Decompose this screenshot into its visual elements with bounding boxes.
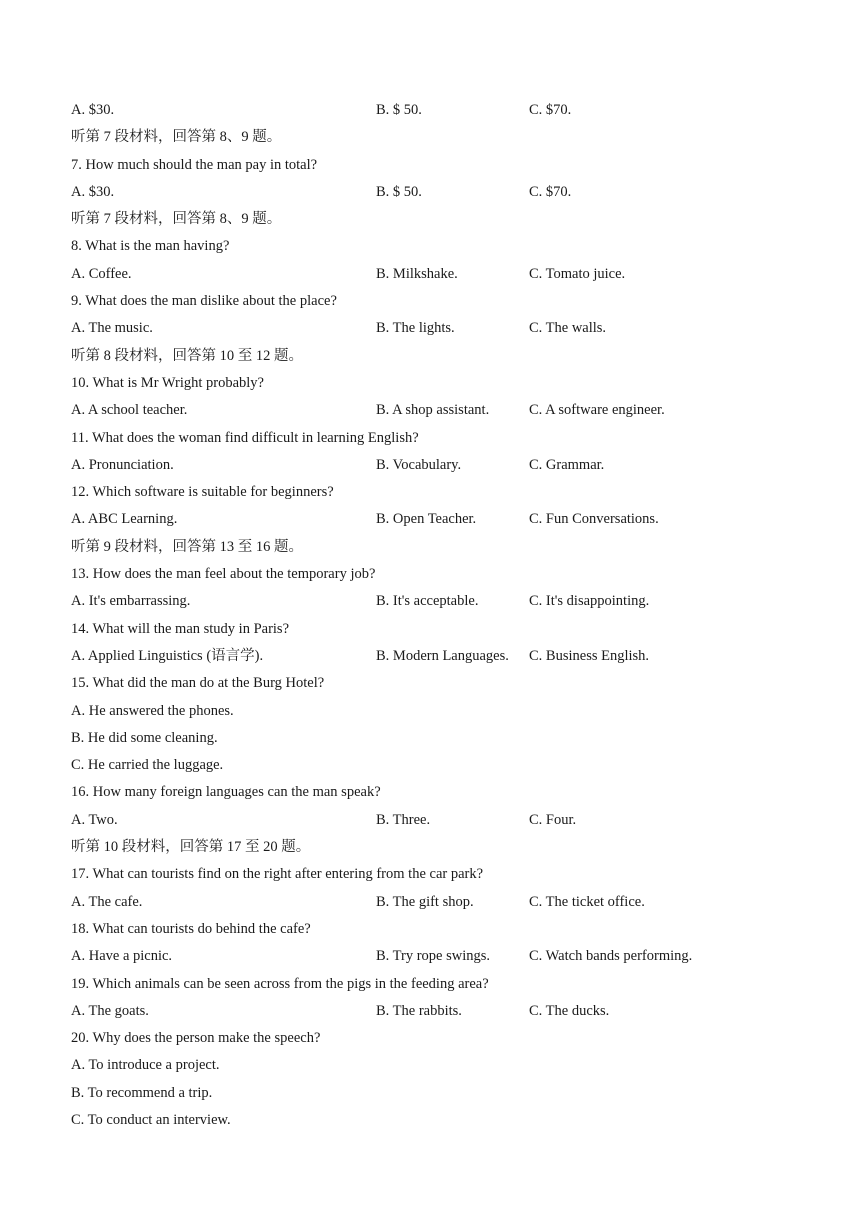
section-instruction: 听第 7 段材料，回答第 8、9 题。 xyxy=(71,211,282,228)
option-b: B. Vocabulary. xyxy=(376,456,462,473)
exam-page xyxy=(71,97,831,1134)
option-b: B. The gift shop. xyxy=(376,893,474,910)
option-a: A. It's embarrassing. xyxy=(71,593,191,610)
option-a: A. $30. xyxy=(71,102,115,118)
question-text: 9. What does the man dislike about the place? xyxy=(71,293,337,310)
option-b: B. The rabbits. xyxy=(376,1002,462,1019)
answer-option: B. To recommend a trip. xyxy=(71,1084,213,1101)
option-a: A. Two. xyxy=(71,811,118,828)
section-instruction: 听第 7 段材料，回答第 8、9 题。 xyxy=(71,129,282,146)
option-c: C. Four. xyxy=(529,811,577,828)
answer-options-row xyxy=(71,315,831,342)
option-c: C. Business English. xyxy=(529,647,650,664)
option-a: A. $30. xyxy=(71,183,115,200)
answer-option: A. To introduce a project. xyxy=(71,1057,220,1074)
answer-options-row xyxy=(71,452,831,479)
question-text: 11. What does the woman find difficult in learning English? xyxy=(71,429,419,446)
option-b: B. Modern Languages. xyxy=(376,647,509,664)
answer-options-row xyxy=(71,97,831,124)
answer-option: C. He carried the luggage. xyxy=(71,757,224,774)
question-text: 15. What did the man do at the Burg Hotel? xyxy=(71,675,325,692)
option-b: B. A shop assistant. xyxy=(376,402,490,419)
option-c: C. Watch bands performing. xyxy=(529,948,693,965)
question-text: 8. What is the man having? xyxy=(71,238,230,255)
option-b: B. Milkshake. xyxy=(376,265,458,282)
option-c: C. The ticket office. xyxy=(529,893,645,910)
option-c: C. $70. xyxy=(529,183,572,200)
option-c: C. Tomato juice. xyxy=(529,265,626,282)
question-text: 17. What can tourists find on the right after entering from the car park? xyxy=(71,866,484,883)
option-c: C. The walls. xyxy=(529,320,607,337)
option-b: B. It's acceptable. xyxy=(376,593,479,610)
answer-options-row xyxy=(71,943,831,970)
question-text: 7. How much should the man pay in total? xyxy=(71,156,318,173)
option-c: C. Grammar. xyxy=(529,456,605,473)
answer-options-row xyxy=(71,397,831,424)
answer-option: C. To conduct an interview. xyxy=(71,1111,231,1128)
section-instruction: 听第 9 段材料，回答第 13 至 16 题。 xyxy=(71,538,303,555)
answer-options-row xyxy=(71,588,831,615)
option-a: A. ABC Learning. xyxy=(71,511,178,528)
answer-options-row xyxy=(71,643,831,670)
question-text: 13. How does the man feel about the temporary job? xyxy=(71,566,376,583)
section-instruction: 听第 10 段材料，回答第 17 至 20 题。 xyxy=(71,839,311,856)
answer-option: B. He did some cleaning. xyxy=(71,729,218,746)
option-b: B. The lights. xyxy=(376,320,455,337)
option-a: A. Coffee. xyxy=(71,265,132,282)
question-text: 10. What is Mr Wright probably? xyxy=(71,374,264,391)
option-b: B. Try rope swings. xyxy=(376,948,491,965)
question-text: 20. Why does the person make the speech? xyxy=(71,1030,321,1047)
option-b: B. Three. xyxy=(376,811,431,828)
option-a: A. The goats. xyxy=(71,1002,149,1019)
option-b: B. Open Teacher. xyxy=(376,511,477,528)
option-a: A. The music. xyxy=(71,320,153,337)
answer-options-row xyxy=(71,998,831,1025)
answer-options-row xyxy=(71,179,831,206)
question-text: 18. What can tourists do behind the cafe? xyxy=(71,920,311,937)
answer-options-row xyxy=(71,506,831,533)
answer-option: A. He answered the phones. xyxy=(71,702,234,719)
question-text: 14. What will the man study in Paris? xyxy=(71,620,290,637)
section-instruction: 听第 8 段材料，回答第 10 至 12 题。 xyxy=(71,347,303,364)
answer-options-row xyxy=(71,889,831,916)
option-a: A. The cafe. xyxy=(71,893,143,910)
option-c: C. The ducks. xyxy=(529,1002,610,1019)
option-a: A. Pronunciation. xyxy=(71,456,174,473)
question-text: 16. How many foreign languages can the man speak? xyxy=(71,784,381,801)
option-c: C. A software engineer. xyxy=(529,402,665,419)
option-a: A. A school teacher. xyxy=(71,402,188,419)
option-a: A. Applied Linguistics (语言学). xyxy=(71,647,264,664)
option-a: A. Have a picnic. xyxy=(71,948,173,965)
option-c: C. Fun Conversations. xyxy=(529,511,659,528)
option-c: C. It's disappointing. xyxy=(529,593,650,610)
question-text: 19. Which animals can be seen across from the pigs in the feeding area? xyxy=(71,975,489,992)
option-b: B. $ 50. xyxy=(376,183,422,200)
question-text: 12. Which software is suitable for beginners? xyxy=(71,484,334,501)
answer-options-row xyxy=(71,807,831,834)
option-b: B. $ 50. xyxy=(376,102,422,118)
option-c: C. $70. xyxy=(529,102,572,118)
answer-options-row xyxy=(71,261,831,288)
